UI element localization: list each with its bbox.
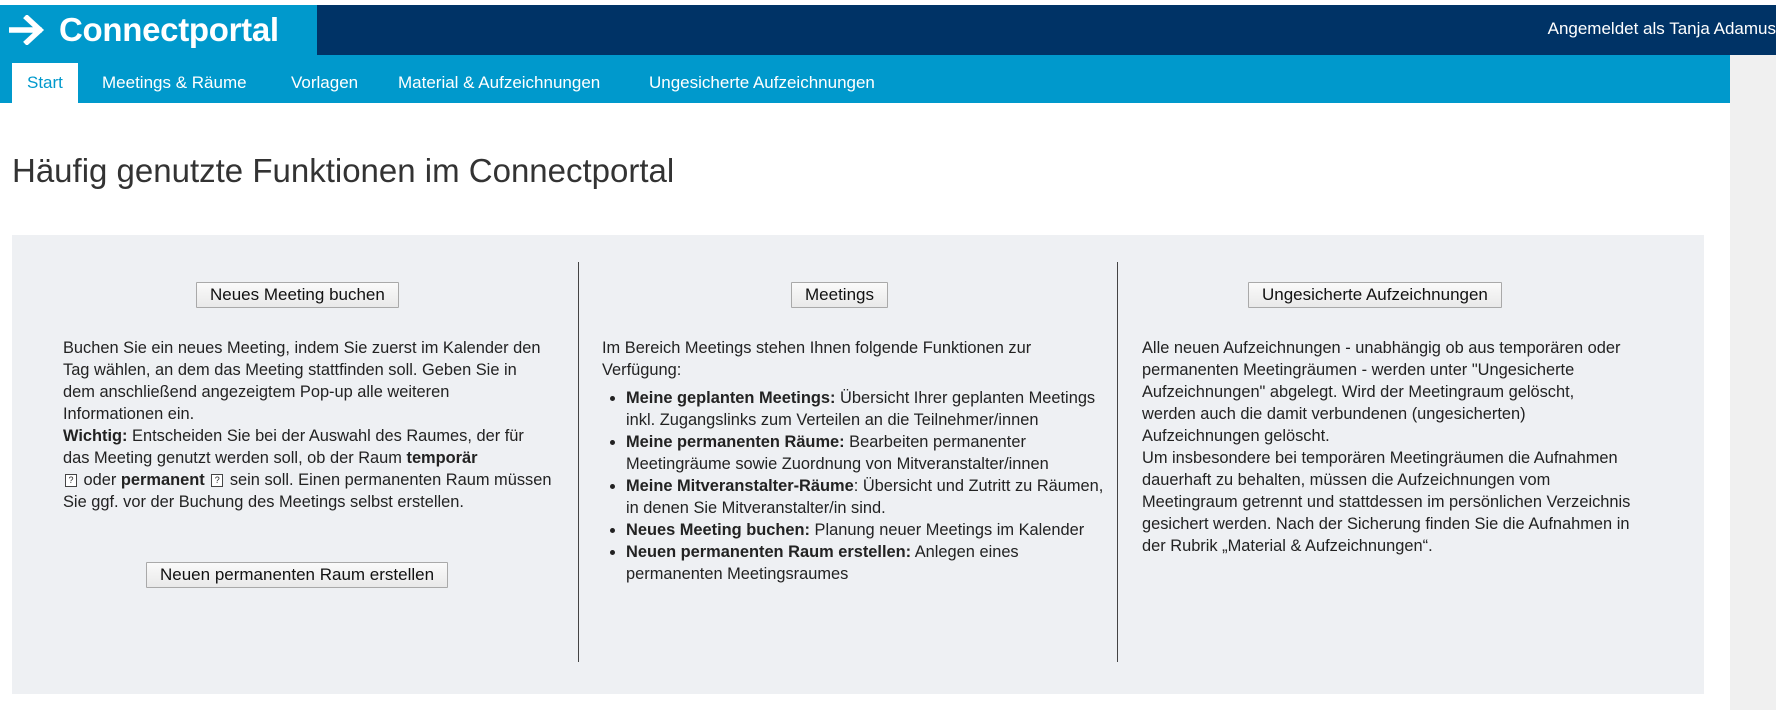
- arrow-right-icon: [9, 15, 45, 45]
- tab-meetings-raeume[interactable]: Meetings & Räume: [102, 73, 247, 92]
- or-word: oder: [79, 471, 121, 489]
- list-item-text: Anlegen eines permanenten Meetingsraumes: [626, 543, 1019, 583]
- book-meeting-description: [63, 337, 553, 513]
- page-title: Häufig genutzte Funktionen im Connectportal: [12, 152, 675, 189]
- unsaved-recordings-para-2: Um insbesondere bei temporären Meetingräumen die Aufnahmen dauerhaft zu behalten, müssen die Aufzeichnungen vom Meetingraum getrennt und stattdessen im persönlichen Verzeichnis gesichert werden. Nach der Sicherung finden Sie die Aufnahmen in der Rubrik „Material & Aufzeichnungen“.: [1142, 449, 1631, 555]
- page-gutter: [1730, 55, 1776, 710]
- tab-start[interactable]: Start: [12, 63, 78, 103]
- column-divider: [1117, 262, 1118, 662]
- tab-ungesicherte-aufzeichnungen[interactable]: Ungesicherte Aufzeichnungen: [649, 73, 875, 92]
- meetings-intro: Im Bereich Meetings stehen Ihnen folgende Funktionen zur Verfügung:: [602, 339, 1032, 379]
- list-item-title: Meine permanenten Räume:: [626, 433, 845, 451]
- meetings-button[interactable]: Meetings: [791, 282, 888, 308]
- column-divider: [578, 262, 579, 662]
- help-icon[interactable]: ?: [65, 474, 77, 487]
- list-item: [626, 387, 1107, 431]
- list-item-text: Planung neuer Meetings im Kalender: [809, 521, 1085, 539]
- important-label: Wichtig:: [63, 427, 128, 445]
- important-text-2: sein soll. Einen permanenten Raum müssen Sie ggf. vor der Buchung des Meetings selbst erstellen.: [63, 471, 552, 511]
- list-item: [626, 541, 1107, 585]
- list-item-text: Übersicht Ihrer geplanten Meetings inkl. Zugangslinks zum Verteilen an die Teilnehmer/innen: [626, 389, 1096, 429]
- book-meeting-intro: Buchen Sie ein neues Meeting, indem Sie zuerst im Kalender den Tag wählen, an dem das Meeting stattfinden soll. Geben Sie in dem anschließend angezeigtem Pop-up alle weiteren Informationen ein.: [63, 339, 541, 423]
- list-item-text: : Übersicht und Zutritt zu Räumen, in denen Sie Mitveranstalter/in sind.: [626, 477, 1104, 517]
- create-permanent-room-button[interactable]: Neuen permanenten Raum erstellen: [146, 562, 448, 588]
- important-note: [63, 425, 553, 513]
- logo-text: Connectportal: [59, 11, 279, 48]
- unsaved-recordings-description: [1142, 337, 1632, 557]
- logo[interactable]: [0, 5, 317, 55]
- top-header: [0, 5, 1776, 55]
- tab-vorlagen[interactable]: Vorlagen: [291, 73, 359, 92]
- list-item: [626, 431, 1107, 475]
- help-icon[interactable]: ?: [211, 474, 223, 487]
- list-item-text: Bearbeiten permanenter Meetingräume sowie Zuordnung von Mitveranstalter/innen: [626, 433, 1049, 473]
- list-item: [626, 475, 1107, 519]
- tab-material-aufzeichnungen[interactable]: Material & Aufzeichnungen: [398, 73, 601, 92]
- list-item-title: Neuen permanenten Raum erstellen:: [626, 543, 912, 561]
- meetings-function-list: [602, 387, 1107, 585]
- list-item-title: Neues Meeting buchen:: [626, 521, 810, 539]
- meetings-description: [602, 337, 1107, 585]
- book-meeting-button[interactable]: Neues Meeting buchen: [196, 282, 399, 308]
- main-nav: [0, 55, 1730, 103]
- list-item: [626, 519, 1107, 541]
- functions-panel: [12, 235, 1704, 694]
- list-item-title: Meine geplanten Meetings:: [626, 389, 836, 407]
- unsaved-recordings-para-1: Alle neuen Aufzeichnungen - unabhängig ob aus temporären oder permanenten Meetingräumen - werden unter "Ungesicherte Aufzeichnungen" abgelegt. Wird der Meetingraum gelöscht, werden auch die damit verbundenen (ungesicherten) Aufzeichnungen gelöscht.: [1142, 339, 1621, 445]
- list-item-title: Meine Mitveranstalter-Räume: [626, 477, 854, 495]
- logged-in-user: Angemeldet als Tanja Adamus: [1547, 19, 1776, 38]
- unsaved-recordings-button[interactable]: Ungesicherte Aufzeichnungen: [1248, 282, 1502, 308]
- temporary-label: temporär: [406, 449, 478, 467]
- important-text-1: Entscheiden Sie bei der Auswahl des Raumes, der für das Meeting genutzt werden soll, ob der Raum: [63, 427, 524, 467]
- permanent-label: permanent: [120, 471, 205, 489]
